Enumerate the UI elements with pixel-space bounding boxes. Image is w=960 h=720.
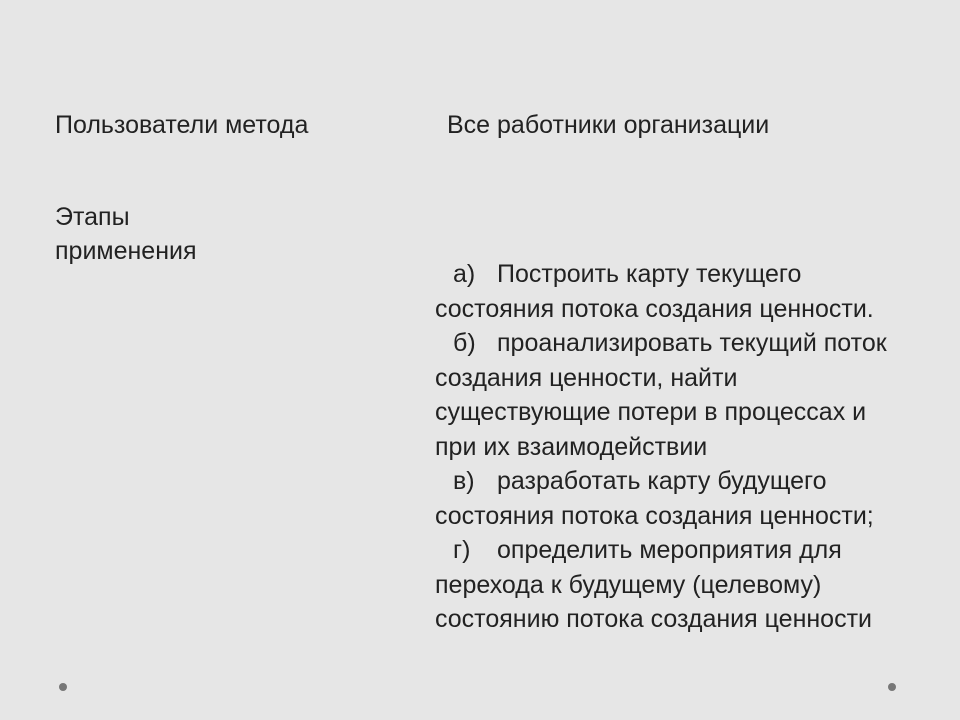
stages-label-line-1: Этапы [55,203,130,231]
stage-text-line: Построить карту текущего [497,260,802,288]
stage-text-line: разработать карту будущего [497,467,827,495]
stage-text-line: создания ценности, найти [435,363,738,392]
users-label: Пользователи метода [55,111,309,139]
users-value: Все работники организации [447,111,770,139]
stage-text-line: существующие потери в процессах и [435,398,867,426]
stages-label-line-2: применения [55,237,197,265]
stage-text-line: состоянию потока создания ценности [435,605,872,633]
stages-label [55,200,197,268]
stage-item-v [435,464,950,533]
decorative-dot-right [888,683,896,691]
stage-text-line: состояния потока создания ценности. [435,294,874,323]
stages-list [435,257,950,637]
stage-marker: а) [453,260,476,288]
stage-marker: г) [453,536,471,564]
stage-item-g [435,533,950,637]
stage-text-line: при их взаимодействии [435,432,708,461]
stage-marker: в) [453,467,475,495]
stage-marker: б) [453,329,476,357]
decorative-dot-left [59,683,67,691]
stage-text-line: перехода к будущему (целевому) [435,570,822,599]
stage-text-line: определить мероприятия для [497,536,842,564]
stage-item-b [435,326,950,464]
stage-text-line: проанализировать текущий поток [497,329,887,357]
stage-text-line: состояния потока создания ценности; [435,501,874,530]
stage-item-a [435,257,950,326]
